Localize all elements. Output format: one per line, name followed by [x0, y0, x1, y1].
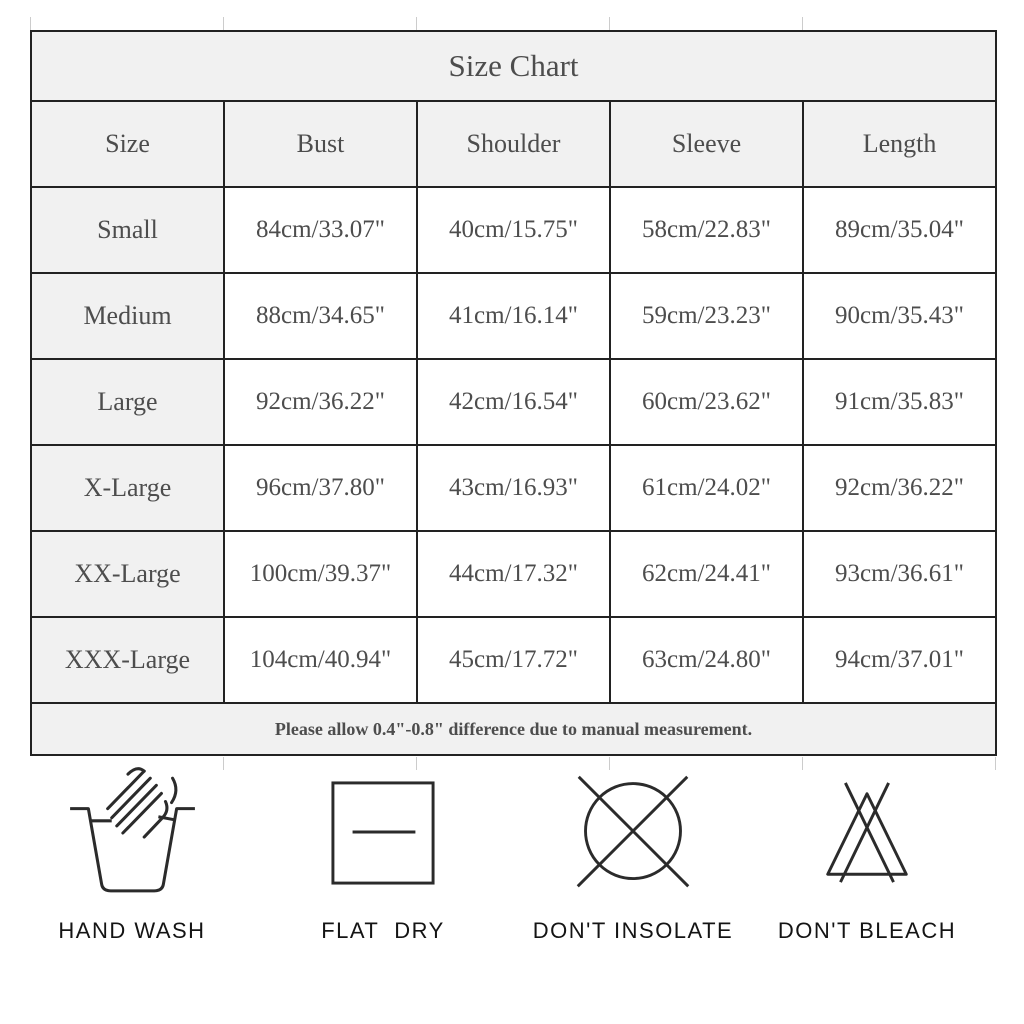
length-value: 90cm/35.43" — [803, 273, 996, 359]
ruler-tick — [416, 17, 417, 30]
size-label: XX-Large — [31, 531, 224, 617]
shoulder-value: 44cm/17.32" — [417, 531, 610, 617]
note-row — [31, 703, 996, 755]
length-value: 91cm/35.83" — [803, 359, 996, 445]
sleeve-value: 60cm/23.62" — [610, 359, 803, 445]
length-value: 89cm/35.04" — [803, 187, 996, 273]
dont-bleach-icon — [762, 762, 972, 904]
size-label: Medium — [31, 273, 224, 359]
shoulder-value: 43cm/16.93" — [417, 445, 610, 531]
dont-insolate-icon — [528, 762, 738, 904]
care-item-hand-wash — [22, 762, 242, 944]
care-item-dont-insolate — [528, 762, 738, 944]
title-row — [31, 31, 996, 101]
shoulder-value: 40cm/15.75" — [417, 187, 610, 273]
sleeve-value: 63cm/24.80" — [610, 617, 803, 703]
table-row-medium — [31, 273, 996, 359]
bust-value: 92cm/36.22" — [224, 359, 417, 445]
flat-dry-icon — [278, 762, 488, 904]
table-row-small — [31, 187, 996, 273]
sleeve-value: 59cm/23.23" — [610, 273, 803, 359]
bust-value: 104cm/40.94" — [224, 617, 417, 703]
sleeve-value: 62cm/24.41" — [610, 531, 803, 617]
care-instructions — [0, 762, 1024, 982]
shoulder-value: 45cm/17.72" — [417, 617, 610, 703]
ruler-tick — [223, 17, 224, 30]
bust-value: 100cm/39.37" — [224, 531, 417, 617]
bust-value: 84cm/33.07" — [224, 187, 417, 273]
shoulder-value: 41cm/16.14" — [417, 273, 610, 359]
care-label: DON'T INSOLATE — [532, 918, 734, 943]
hand-wash-icon — [22, 762, 242, 904]
sleeve-value: 58cm/22.83" — [610, 187, 803, 273]
table-row-xx-large — [31, 531, 996, 617]
care-label: HAND WASH — [58, 918, 206, 943]
column-header-bust: Bust — [224, 101, 417, 187]
care-label: FLAT DRY — [321, 918, 445, 943]
header-row — [31, 101, 996, 187]
size-label: XXX-Large — [31, 617, 224, 703]
care-item-flat-dry — [278, 762, 488, 944]
size-label: Small — [31, 187, 224, 273]
bust-value: 96cm/37.80" — [224, 445, 417, 531]
ruler-tick — [609, 17, 610, 30]
column-header-size: Size — [31, 101, 224, 187]
table-row-x-large — [31, 445, 996, 531]
size-chart-title: Size Chart — [31, 31, 996, 101]
sleeve-value: 61cm/24.02" — [610, 445, 803, 531]
column-header-length: Length — [803, 101, 996, 187]
column-header-shoulder: Shoulder — [417, 101, 610, 187]
ruler-tick — [802, 17, 803, 30]
size-label: X-Large — [31, 445, 224, 531]
table-row-large — [31, 359, 996, 445]
size-label: Large — [31, 359, 224, 445]
size-chart-table — [30, 30, 997, 756]
care-label: DON'T BLEACH — [777, 918, 957, 943]
length-value: 94cm/37.01" — [803, 617, 996, 703]
length-value: 93cm/36.61" — [803, 531, 996, 617]
measurement-note: Please allow 0.4"-0.8" difference due to manual measurement. — [31, 703, 996, 755]
bust-value: 88cm/34.65" — [224, 273, 417, 359]
ruler-tick — [30, 17, 31, 30]
length-value: 92cm/36.22" — [803, 445, 996, 531]
care-item-dont-bleach — [762, 762, 972, 944]
shoulder-value: 42cm/16.54" — [417, 359, 610, 445]
table-row-xxx-large — [31, 617, 996, 703]
column-header-sleeve: Sleeve — [610, 101, 803, 187]
